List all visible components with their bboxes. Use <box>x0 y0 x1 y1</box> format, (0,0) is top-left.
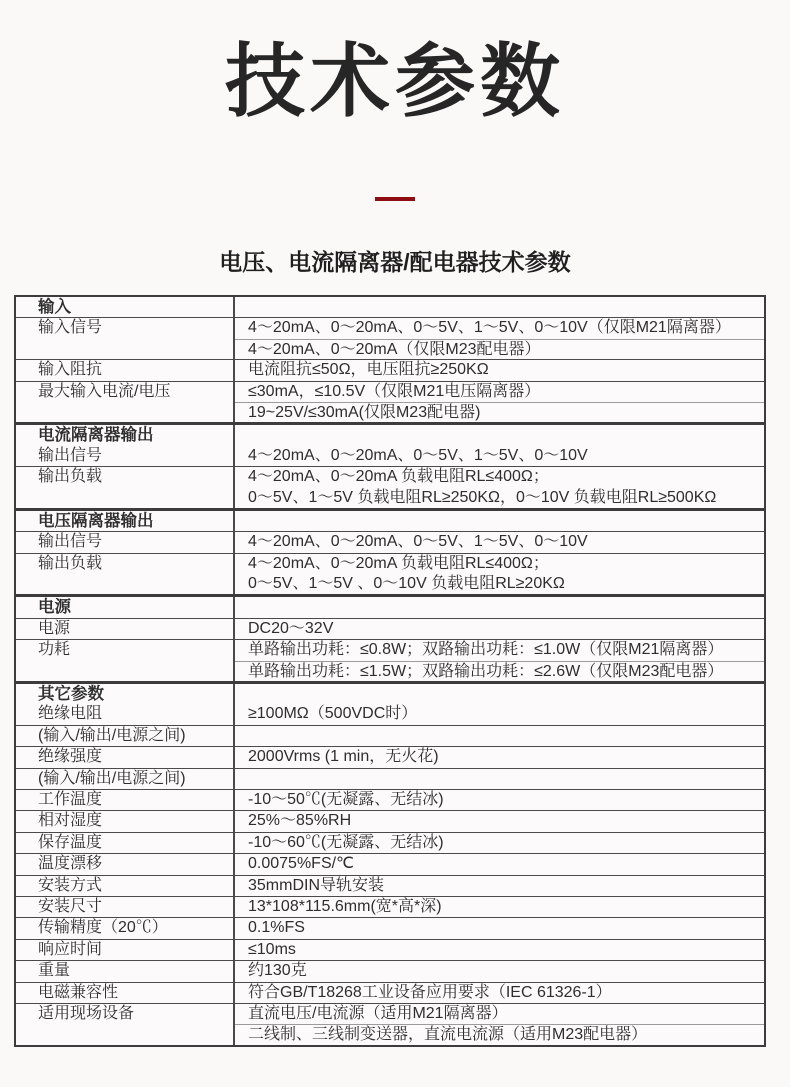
row-label-cell <box>16 1004 235 1045</box>
row-values-cell <box>235 811 764 831</box>
section-label: 其它参数 <box>38 685 104 704</box>
table-row <box>16 832 764 853</box>
row-value: 单路输出功耗：≤1.5W；双路输出功耗：≤2.6W（仅限M23配电器） <box>235 661 764 681</box>
row-value: 电流阻抗≤50Ω，电压阻抗≥250KΩ <box>248 361 489 379</box>
row-values-cell <box>235 532 764 552</box>
row-values-cell <box>235 833 764 853</box>
row-values-cell <box>235 790 764 810</box>
row-value: 4～20mA、0～20mA、0～5V、1～5V、0～10V <box>248 533 588 551</box>
row-value: 19~25V/≤30mA(仅限M23配电器) <box>235 402 764 422</box>
row-label-cell <box>16 918 235 938</box>
row-value: 4～20mA、0～20mA 负载电阻RL≤400Ω； <box>248 468 549 486</box>
row-value: 0～5V、1～5V 、0～10V 负载电阻RL≥20KΩ <box>248 575 565 593</box>
row-label: 最大输入电流/电压 <box>38 382 171 400</box>
row-label: 电磁兼容性 <box>38 983 119 1001</box>
row-label-cell <box>16 790 235 810</box>
table-row <box>16 639 764 681</box>
row-value: DC20～32V <box>248 619 334 637</box>
row-value: 35mmDIN导轨安装 <box>248 876 385 894</box>
row-label-cell <box>16 318 235 359</box>
row-value <box>235 726 764 746</box>
empty-value <box>235 425 764 445</box>
row-label: 输入信号 <box>38 319 103 337</box>
row-value: ≤10ms <box>248 940 296 958</box>
row-label-cell <box>16 897 235 917</box>
row-values-cell <box>235 619 764 639</box>
table-row <box>16 1003 764 1045</box>
row-label-cell <box>16 467 235 508</box>
row-label-cell <box>16 511 235 531</box>
spec-table <box>14 295 766 1047</box>
table-row <box>16 960 764 981</box>
row-label: 输入阻抗 <box>38 361 103 379</box>
row-values-cell <box>235 640 764 681</box>
table-section-row <box>16 297 764 317</box>
row-label-cell <box>16 640 235 681</box>
table-row <box>16 317 764 359</box>
empty-value <box>235 684 764 704</box>
row-value: 4～20mA、0～20mA（仅限M23配电器） <box>235 339 764 359</box>
row-label-cell <box>16 597 235 617</box>
row-values-cell <box>235 425 764 466</box>
row-values-cell <box>235 1004 764 1045</box>
row-label-cell <box>16 769 235 789</box>
section-label: 电源 <box>38 598 71 617</box>
table-row <box>16 768 764 789</box>
row-value: 13*108*115.6mm(宽*高*深) <box>248 897 442 915</box>
row-label-cell <box>16 382 235 423</box>
row-value: 4～20mA、0～20mA、0～5V、1～5V、0～10V <box>248 446 588 464</box>
row-values-cell <box>235 983 764 1003</box>
row-value: 0～5V、1～5V 负载电阻RL≥250KΩ，0～10V 负载电阻RL≥500KΩ <box>248 488 717 506</box>
row-label: 输出负载 <box>38 554 103 572</box>
row-values-cell <box>235 318 764 359</box>
row-value: 符合GB/T18268工业设备应用要求（IEC 61326-1） <box>248 983 612 1001</box>
row-label-cell <box>16 425 235 466</box>
row-value <box>235 769 764 789</box>
section-label: 电压隔离器输出 <box>38 511 154 530</box>
row-label: 绝缘强度 <box>38 748 103 766</box>
row-value: -10～50℃(无凝露、无结冰) <box>248 790 444 808</box>
row-label: 温度漂移 <box>38 855 103 873</box>
section-label: 电流隔离器输出 <box>38 426 154 445</box>
table-subtitle: 电压、电流隔离器/配电器技术参数 <box>219 249 571 275</box>
row-values-cell <box>235 876 764 896</box>
row-label-cell <box>16 876 235 896</box>
row-values-cell <box>235 297 764 317</box>
row-label-cell <box>16 360 235 380</box>
row-value: 2000Vrms (1 min，无火花) <box>248 748 439 766</box>
row-label-cell <box>16 554 235 595</box>
row-label: 传输精度（20℃） <box>38 919 168 937</box>
table-row <box>16 982 764 1003</box>
row-label: 安装尺寸 <box>38 897 103 915</box>
row-values-cell <box>235 747 764 767</box>
row-values-cell <box>235 467 764 508</box>
row-values-cell <box>235 382 764 423</box>
table-section-row <box>16 594 764 617</box>
table-row <box>16 939 764 960</box>
table-row <box>16 896 764 917</box>
table-row <box>16 422 764 466</box>
table-row <box>16 853 764 874</box>
red-divider <box>375 197 415 201</box>
table-row <box>16 789 764 810</box>
row-value: 约130克 <box>248 962 307 980</box>
row-label-cell <box>16 833 235 853</box>
section-label: 输入 <box>38 298 71 316</box>
row-label: 重量 <box>38 962 71 980</box>
row-values-cell <box>235 597 764 617</box>
row-values-cell <box>235 554 764 595</box>
row-values-cell <box>235 769 764 789</box>
table-row <box>16 746 764 767</box>
row-values-cell <box>235 854 764 874</box>
row-label: (输入/输出/电源之间) <box>38 726 186 744</box>
row-label-cell <box>16 684 235 725</box>
row-label-cell <box>16 726 235 746</box>
row-label: 绝缘电阻 <box>38 705 103 723</box>
row-values-cell <box>235 940 764 960</box>
row-label-cell <box>16 961 235 981</box>
row-value: ≥100MΩ（500VDC时） <box>248 705 418 723</box>
row-value: 二线制、三线制变送器，直流电流源（适用M23配电器） <box>235 1024 764 1044</box>
row-label: (输入/输出/电源之间) <box>38 769 186 787</box>
row-label: 相对湿度 <box>38 812 103 830</box>
table-row <box>16 681 764 725</box>
table-row <box>16 875 764 896</box>
row-label-cell <box>16 747 235 767</box>
table-row <box>16 531 764 552</box>
row-value: 单路输出功耗：≤0.8W；双路输出功耗：≤1.0W（仅限M21隔离器） <box>248 641 724 659</box>
row-label: 保存温度 <box>38 833 103 851</box>
row-label: 工作温度 <box>38 790 103 808</box>
row-values-cell <box>235 897 764 917</box>
empty-value <box>235 297 764 317</box>
row-value: ≤30mA，≤10.5V（仅限M21电压隔离器） <box>248 382 541 400</box>
row-label-cell <box>16 983 235 1003</box>
page-title: 技术参数 <box>225 37 565 126</box>
row-label: 功耗 <box>38 641 71 659</box>
row-value: 4～20mA、0～20mA、0～5V、1～5V、0～10V（仅限M21隔离器） <box>248 319 731 337</box>
table-row <box>16 553 764 595</box>
row-label-cell <box>16 940 235 960</box>
row-value: 0.1%FS <box>248 919 305 937</box>
row-label: 输出负载 <box>38 468 103 486</box>
table-row <box>16 359 764 380</box>
row-label: 输出信号 <box>38 533 103 551</box>
row-label: 适用现场设备 <box>38 1004 135 1022</box>
row-label-cell <box>16 619 235 639</box>
row-value: 0.0075%FS/℃ <box>248 855 355 873</box>
row-label: 安装方式 <box>38 876 103 894</box>
row-label: 电源 <box>38 619 71 637</box>
row-value: 25%～85%RH <box>248 812 352 830</box>
table-row <box>16 810 764 831</box>
table-row <box>16 917 764 938</box>
table-row <box>16 466 764 508</box>
row-values-cell <box>235 684 764 725</box>
table-section-row <box>16 508 764 531</box>
empty-value <box>235 597 764 617</box>
row-label: 响应时间 <box>38 940 103 958</box>
row-values-cell <box>235 961 764 981</box>
row-values-cell <box>235 360 764 380</box>
row-values-cell <box>235 918 764 938</box>
row-label-cell <box>16 811 235 831</box>
table-row <box>16 618 764 639</box>
table-row <box>16 381 764 423</box>
row-value: -10～60℃(无凝露、无结冰) <box>248 833 444 851</box>
table-row <box>16 725 764 746</box>
row-label: 输出信号 <box>38 446 103 464</box>
row-label-cell <box>16 297 235 317</box>
empty-value <box>235 511 764 531</box>
row-label-cell <box>16 854 235 874</box>
row-label-cell <box>16 532 235 552</box>
row-values-cell <box>235 511 764 531</box>
row-values-cell <box>235 726 764 746</box>
row-value: 4～20mA、0～20mA 负载电阻RL≤400Ω； <box>248 554 549 572</box>
row-value: 直流电压/电流源（适用M21隔离器） <box>248 1004 508 1022</box>
